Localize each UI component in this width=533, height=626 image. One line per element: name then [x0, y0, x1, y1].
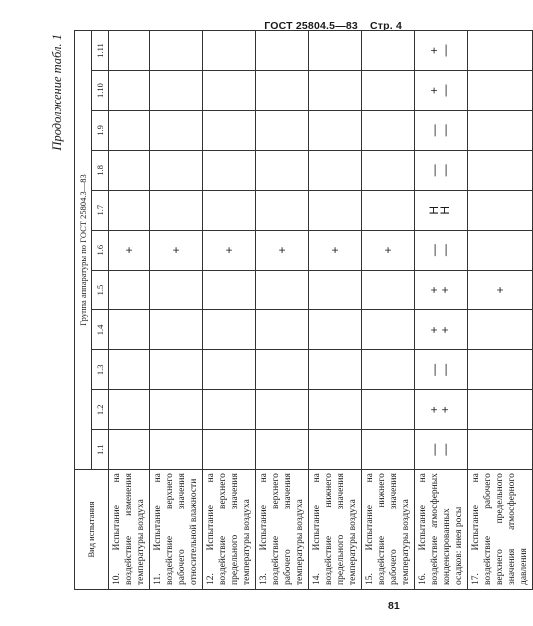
mark-cell: [150, 190, 203, 230]
mark-cell: [203, 110, 256, 150]
test-name: 12. Испытание на воздействие верхнего предельного значения температуры воздуха: [203, 470, 256, 590]
group-code-1-8: 1.8: [92, 150, 109, 190]
mark-cell: [150, 150, 203, 190]
mark-cell: [109, 350, 150, 390]
mark-cell: [362, 150, 415, 190]
mark-cell: [415, 31, 468, 71]
mark-cell: [203, 190, 256, 230]
mark-cell: [362, 230, 415, 270]
mark-cell: [109, 71, 150, 111]
mark-value: +: [121, 246, 136, 254]
mark-cell: [150, 31, 203, 71]
group-code-1-7: 1.7: [92, 190, 109, 230]
mark-cell: [256, 230, 309, 270]
mark-cell: [362, 190, 415, 230]
mark-value: +: [327, 246, 342, 254]
mark-cell: [109, 230, 150, 270]
mark-cell: [468, 230, 533, 270]
mark-cell: [415, 110, 468, 150]
mark-cell: [309, 430, 362, 470]
page-reference: Стр. 4: [369, 20, 402, 32]
group-code-1-10: 1.10: [92, 71, 109, 111]
mark-cell: [109, 390, 150, 430]
continuation-title: Продолжение табл. 1: [50, 34, 64, 151]
mark-cell: [362, 270, 415, 310]
test-name: 13. Испытание на воздействие верхнего рабочего значения температуры воздуха: [256, 470, 309, 590]
mark-value: — —: [427, 363, 453, 376]
test-name: 15. Испытание на воздействие нижнего рабочего значения температуры воздуха: [362, 470, 415, 590]
table-row: [362, 31, 415, 590]
mark-value: + —: [427, 44, 453, 57]
table-row: [468, 31, 533, 590]
test-name: 17. Испытание на воздействие рабочего верхнего предельного значения атмосферного давления: [468, 470, 533, 590]
table-row: [150, 31, 203, 590]
mark-cell: [309, 390, 362, 430]
mark-cell: [203, 310, 256, 350]
mark-cell: [362, 31, 415, 71]
table-row: [309, 31, 362, 590]
mark-cell: [203, 71, 256, 111]
test-name: 14. Испытание на воздействие нижнего предельного значения температуры воздуха: [309, 470, 362, 590]
mark-cell: [309, 110, 362, 150]
column-header-test-type: Вид испытания: [75, 470, 109, 590]
mark-cell: [468, 390, 533, 430]
mark-cell: [150, 390, 203, 430]
page-number: 81: [388, 600, 400, 612]
mark-cell: [256, 71, 309, 111]
mark-cell: [109, 150, 150, 190]
mark-cell: [109, 270, 150, 310]
mark-cell: [468, 430, 533, 470]
mark-cell: [256, 110, 309, 150]
test-name: 10. Испытание на воздействие изменения температуры воздуха: [109, 470, 150, 590]
mark-cell: [415, 310, 468, 350]
mark-cell: [362, 390, 415, 430]
mark-cell: [362, 430, 415, 470]
mark-cell: [109, 31, 150, 71]
mark-cell: [203, 430, 256, 470]
mark-cell: [203, 270, 256, 310]
mark-cell: [362, 350, 415, 390]
mark-cell: [150, 230, 203, 270]
mark-cell: [415, 390, 468, 430]
mark-cell: [415, 150, 468, 190]
mark-value: +: [274, 246, 289, 254]
group-code-1-9: 1.9: [92, 110, 109, 150]
mark-cell: [203, 350, 256, 390]
mark-cell: [415, 430, 468, 470]
mark-cell: [362, 310, 415, 350]
group-code-1-1: 1.1: [92, 430, 109, 470]
mark-value: + +: [427, 406, 453, 414]
mark-cell: [309, 310, 362, 350]
mark-cell: [150, 430, 203, 470]
mark-cell: [468, 150, 533, 190]
table-row: [256, 31, 309, 590]
group-code-1-5: 1.5: [92, 270, 109, 310]
mark-value: +: [221, 246, 236, 254]
standard-code: ГОСТ 25804.5—83: [264, 20, 358, 32]
mark-cell: [256, 31, 309, 71]
mark-cell: [256, 350, 309, 390]
mark-cell: [468, 110, 533, 150]
mark-value: Н Н: [427, 205, 453, 215]
mark-value: + +: [427, 286, 453, 294]
mark-cell: [468, 270, 533, 310]
mark-cell: [150, 310, 203, 350]
mark-cell: [309, 150, 362, 190]
mark-cell: [109, 310, 150, 350]
mark-cell: [309, 230, 362, 270]
mark-cell: [203, 390, 256, 430]
mark-cell: [415, 350, 468, 390]
mark-cell: [415, 270, 468, 310]
group-code-1-2: 1.2: [92, 390, 109, 430]
mark-cell: [203, 150, 256, 190]
mark-value: — —: [427, 164, 453, 177]
mark-cell: [309, 190, 362, 230]
table-row: [109, 31, 150, 590]
group-code-1-3: 1.3: [92, 350, 109, 390]
mark-cell: [468, 31, 533, 71]
group-code-1-4: 1.4: [92, 310, 109, 350]
mark-cell: [468, 190, 533, 230]
mark-cell: [109, 190, 150, 230]
mark-cell: [109, 430, 150, 470]
mark-value: +: [380, 246, 395, 254]
mark-cell: [150, 110, 203, 150]
mark-cell: [203, 230, 256, 270]
mark-value: — —: [427, 124, 453, 137]
mark-cell: [468, 310, 533, 350]
test-name: 11. Испытание на воздействие верхнего рабочего значения относительной влажности: [150, 470, 203, 590]
test-table: [74, 30, 533, 590]
test-name: 16. Испытание на воздействие атмосферных конденсированных осадков: инея росы: [415, 470, 468, 590]
mark-cell: [256, 190, 309, 230]
mark-cell: [150, 71, 203, 111]
mark-cell: [309, 31, 362, 71]
mark-value: — —: [427, 443, 453, 456]
table-row: [203, 31, 256, 590]
mark-value: + +: [427, 326, 453, 334]
mark-cell: [415, 71, 468, 111]
mark-cell: [203, 31, 256, 71]
mark-cell: [256, 310, 309, 350]
mark-cell: [309, 350, 362, 390]
mark-cell: [362, 110, 415, 150]
mark-value: +: [168, 246, 183, 254]
group-code-1-6: 1.6: [92, 230, 109, 270]
mark-cell: [150, 350, 203, 390]
mark-cell: [256, 390, 309, 430]
mark-cell: [309, 270, 362, 310]
mark-value: — —: [427, 244, 453, 257]
mark-cell: [468, 71, 533, 111]
mark-cell: [468, 350, 533, 390]
rotated-table-block: [46, 30, 529, 590]
mark-cell: [256, 270, 309, 310]
mark-cell: [309, 71, 362, 111]
group-code-1-11: 1.11: [92, 31, 109, 71]
mark-cell: [256, 430, 309, 470]
mark-cell: [150, 270, 203, 310]
mark-value: +: [492, 286, 507, 294]
mark-cell: [362, 71, 415, 111]
mark-cell: [415, 230, 468, 270]
mark-cell: [256, 150, 309, 190]
mark-cell: [415, 190, 468, 230]
column-header-equipment-group: Группа аппаратуры по ГОСТ 25804.3—83: [75, 31, 92, 470]
mark-cell: [109, 110, 150, 150]
table-row: [415, 31, 468, 590]
mark-value: + —: [427, 84, 453, 97]
